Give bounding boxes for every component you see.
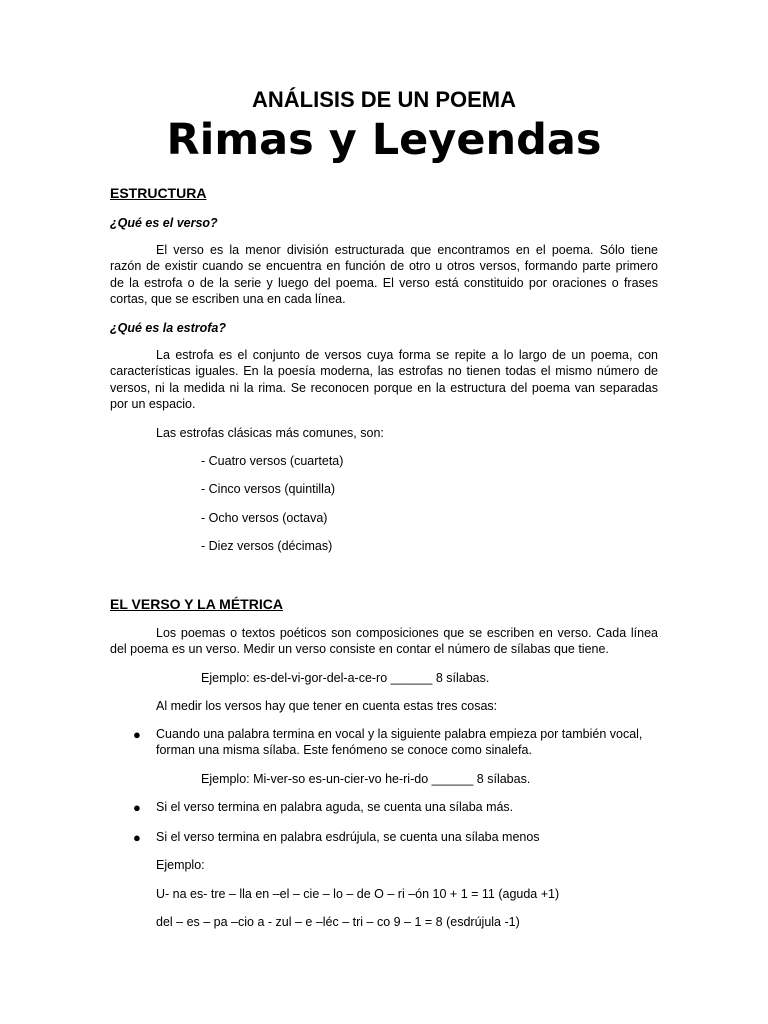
question-estrofa: ¿Qué es la estrofa?: [110, 321, 227, 335]
section-heading-estructura: ESTRUCTURA: [110, 185, 207, 201]
rule-sinalefa: [156, 726, 658, 759]
list-intro: Las estrofas clásicas más comunes, son:: [156, 426, 384, 440]
bullet-icon: ●: [133, 830, 141, 845]
paragraph-line: de la estrofa o de la serie y luego del poema. El verso está constituido por oraciones o frases: [110, 275, 658, 290]
document-title: ANÁLISIS DE UN POEMA: [251, 87, 517, 112]
rule-esdrujula: Si el verso termina en palabra esdrújula, se cuenta una sílaba menos: [156, 830, 540, 844]
paragraph-verso: [110, 242, 658, 308]
paragraph-line: versos, ni la medida ni la rima. Se reconocen porque en la estructura del poema van separadas: [110, 380, 658, 395]
question-verso: ¿Qué es el verso?: [110, 216, 218, 230]
paragraph-poemas: [110, 625, 658, 658]
paragraph-line: razón de existir cuando se encuentra en función de otro u otros versos, formando parte primero: [110, 259, 658, 274]
list-item-quintilla: - Cinco versos (quintilla): [201, 482, 336, 496]
list-item-decimas: - Diez versos (décimas): [201, 539, 333, 553]
section-heading-metrica: EL VERSO Y LA MÉTRICA: [110, 596, 283, 612]
paragraph-line: del poema es un verso. Medir un verso consiste en contar el número de sílabas que tiene.: [110, 642, 609, 657]
paragraph-line: Los poemas o textos poéticos son composiciones que se escriben en verso. Cada línea: [156, 626, 658, 640]
rule-line: forman una misma sílaba. Este fenómeno se conoce como sinalefa.: [156, 743, 532, 758]
rule-aguda: Si el verso termina en palabra aguda, se cuenta una sílaba más.: [156, 800, 514, 814]
rules-intro: Al medir los versos hay que tener en cuenta estas tres cosas:: [156, 699, 498, 713]
example-esdrujula: del – es – pa –cio a - zul – e –léc – tri – co 9 – 1 = 8 (esdrújula -1): [156, 915, 520, 929]
rule-line: Cuando una palabra termina en vocal y la siguiente palabra empieza por también vocal,: [156, 727, 643, 741]
paragraph-line: características iguales. En la poesía moderna, las estrofas no tienen todas el mismo número de: [110, 364, 658, 379]
example-label: Ejemplo:: [156, 858, 205, 872]
paragraph-line: por un espacio.: [110, 397, 196, 412]
example-verso-2: Ejemplo: Mi-ver-so es-un-cier-vo he-ri-do ______ 8 sílabas.: [201, 772, 531, 786]
example-aguda: U- na es- tre – lla en –el – cie – lo – de O – ri –ón 10 + 1 = 11 (aguda +1): [156, 887, 560, 901]
bullet-icon: ●: [133, 727, 141, 742]
example-verso-1: Ejemplo: es-del-vi-gor-del-a-ce-ro ______ 8 sílabas.: [201, 671, 490, 685]
bullet-icon: ●: [133, 800, 141, 815]
paragraph-line: cortas, que se escriben una en cada línea.: [110, 292, 346, 307]
paragraph-estrofa: [110, 347, 658, 413]
list-item-cuarteta: - Cuatro versos (cuarteta): [201, 454, 344, 468]
paragraph-line: El verso es la menor división estructurada que encontramos en el poema. Sólo tiene: [156, 243, 658, 257]
paragraph-line: La estrofa es el conjunto de versos cuya forma se repite a lo largo de un poema, con: [156, 348, 658, 362]
list-item-octava: - Ocho versos (octava): [201, 511, 328, 525]
document-subtitle: Rimas y Leyendas: [166, 115, 602, 165]
